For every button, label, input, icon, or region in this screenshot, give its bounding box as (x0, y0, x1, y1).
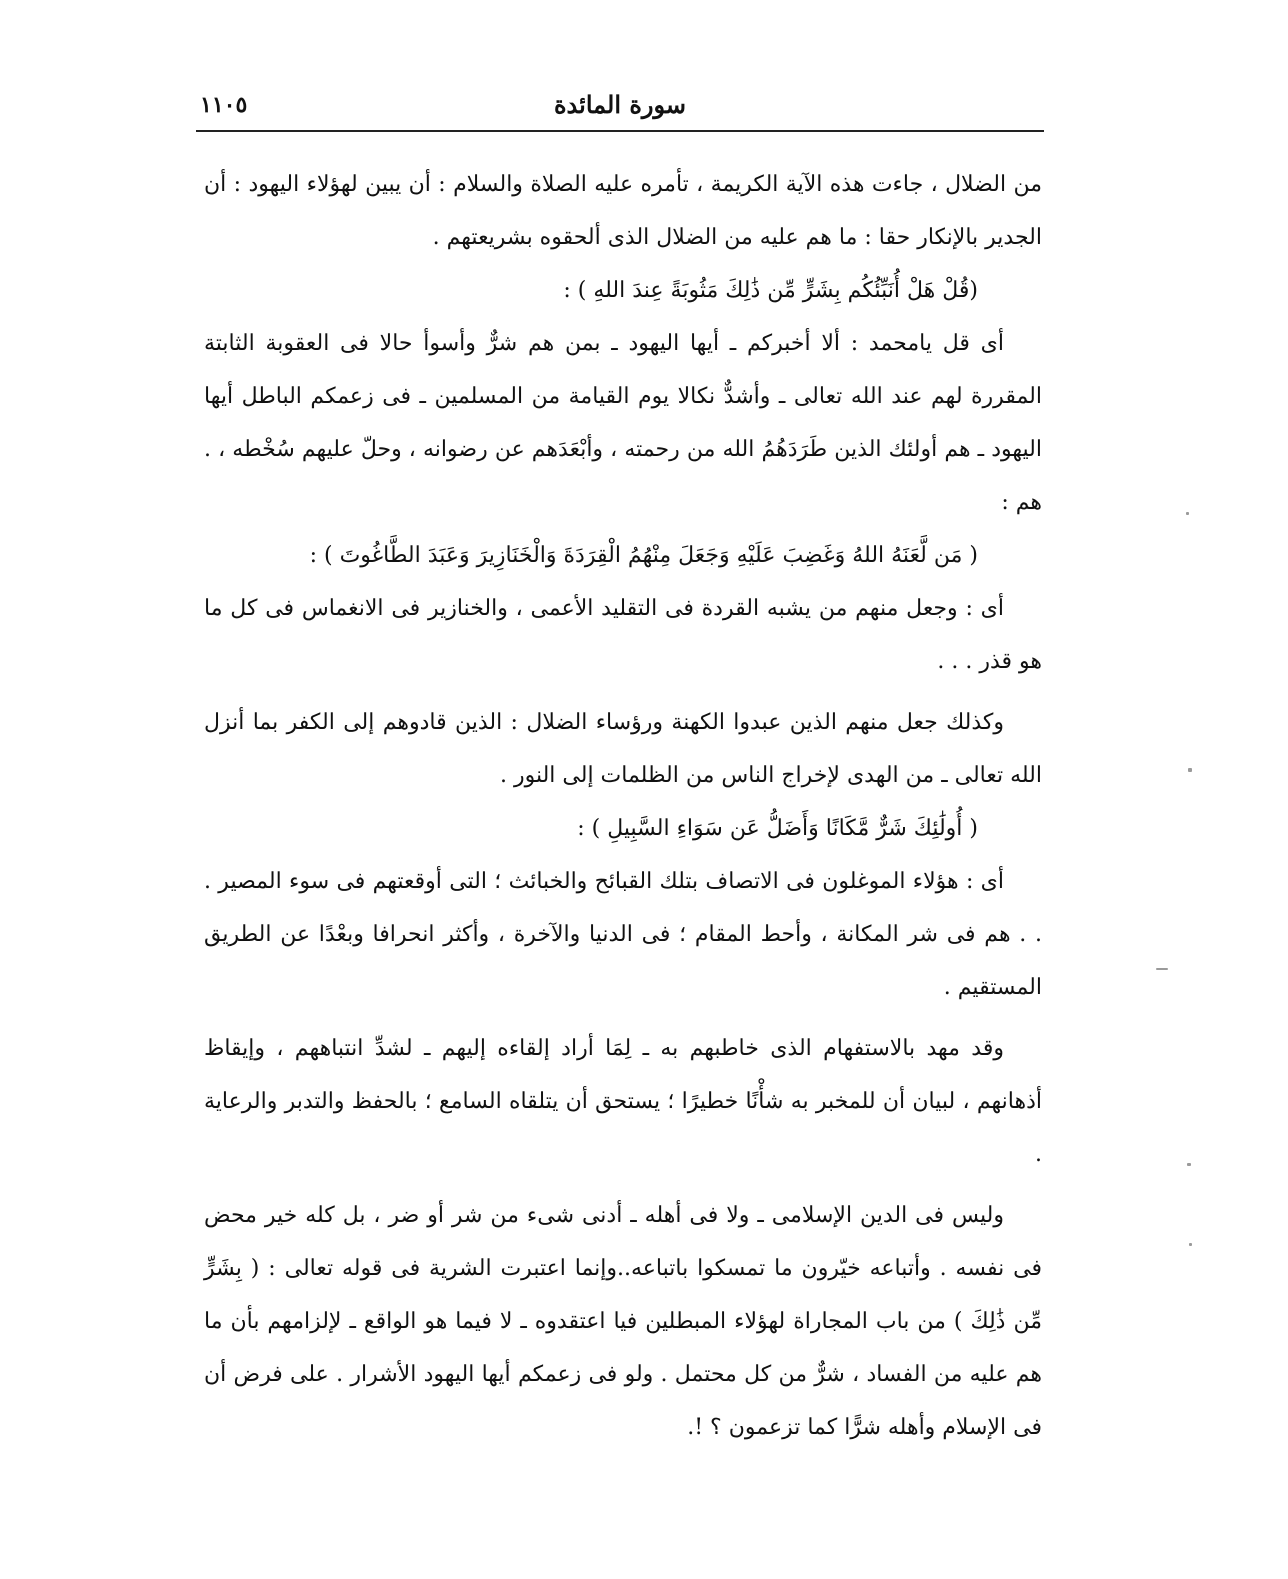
scan-speck (1186, 512, 1189, 515)
scan-speck (1187, 1163, 1191, 1166)
scan-speck (1188, 768, 1192, 772)
page-body (204, 158, 1042, 1454)
surah-title: سورة المائدة (553, 90, 687, 119)
paragraph: وليس فى الدين الإسلامى ـ ولا فى أهله ـ أدنى شىء من شر أو ضر ، بل كله خير محض فى نفسه . وأتباعه خيّرون ما تمسكوا باتباعه..وإنما اعتبرت الشرية فى قوله تعالى : ( بِشَرٍّ مِّن ذَٰلِكَ ) من باب المجاراة لهؤلاء المبطلين فيا اعتقدوه ـ لا فيما هو الواقع ـ لإلزامهم بأن ما هم عليه من الفساد ، شرٌّ من كل محتمل . ولو فى زعمكم أيها اليهود الأشرار . على فرض أن فى الإسلام وأهله شرًّا كما تزعمون ؟ !. (204, 1203, 1042, 1440)
header-divider (196, 130, 1044, 132)
paragraph: وكذلك جعل منهم الذين عبدوا الكهنة ورؤساء الضلال : الذين قادوهم إلى الكفر بما أنزل الله تعالى ـ من الهدى لإخراج الناس من الظلمات إلى النور . (204, 710, 1042, 788)
scan-speck (1189, 1243, 1192, 1246)
quran-verse: (قُلْ هَلْ أُنَبِّئُكُم بِشَرٍّ مِّن ذَٰلِكَ مَثُوبَةً عِندَ اللهِ ) : (563, 278, 978, 303)
scan-speck (1156, 968, 1168, 970)
page-header (196, 84, 1044, 128)
paragraph: أى : هؤلاء الموغلون فى الاتصاف بتلك القبائح والخبائث ؛ التى أوقعتهم فى سوء المصير . . . هم فى شر المكانة ، وأحط المقام ؛ فى الدنيا والآخرة ، وأكثر انحرافا وبعْدًا عن الطريق المستقيم . (204, 869, 1042, 1000)
page-number: ١١٠٥ (200, 92, 248, 118)
paragraph: أى : وجعل منهم من يشبه القردة فى التقليد الأعمى ، والخنازير فى الانغماس فى كل ما هو قذر . . . (204, 596, 1042, 674)
paragraph: من الضلال ، جاءت هذه الآية الكريمة ، تأمره عليه الصلاة والسلام : أن يبين لهؤلاء اليهود : أن الجدير بالإنكار حقا : ما هم عليه من الضلال الذى ألحقوه بشريعتهم . (204, 172, 1042, 250)
quran-verse: ( مَن لَّعَنَهُ اللهُ وَغَضِبَ عَلَيْهِ وَجَعَلَ مِنْهُمُ الْقِرَدَةَ وَالْخَنَازِيرَ وَعَبَدَ الطَّاغُوتَ ) : (309, 543, 978, 568)
paragraph: وقد مهد بالاستفهام الذى خاطبهم به ـ لِمَا أراد إلقاءه إليهم ـ لشدِّ انتباههم ، وإيقاظ أذهانهم ، لبيان أن للمخبر به شأْنًا خطيرًا ؛ يستحق أن يتلقاه السامع ؛ بالحفظ والتدبر والرعاية . (204, 1036, 1042, 1167)
quran-verse: ( أُولَٰئِكَ شَرٌّ مَّكَانًا وَأَضَلُّ عَن سَوَاءِ السَّبِيلِ ) : (577, 816, 978, 841)
paragraph: أى قل يامحمد : ألا أخبركم ـ أيها اليهود ـ بمن هم شرٌّ وأسوأ حالا فى العقوبة الثابتة المقررة لهم عند الله تعالى ـ وأشدٌّ نكالا يوم القيامة من المسلمين ـ فى زعمكم الباطل أيها اليهود ـ هم أولئك الذين طَرَدَهُمُ الله من رحمته ، وأبْعَدَهم عن رضوانه ، وحلّ عليهم سُخْطه ، . هم : (204, 331, 1042, 515)
